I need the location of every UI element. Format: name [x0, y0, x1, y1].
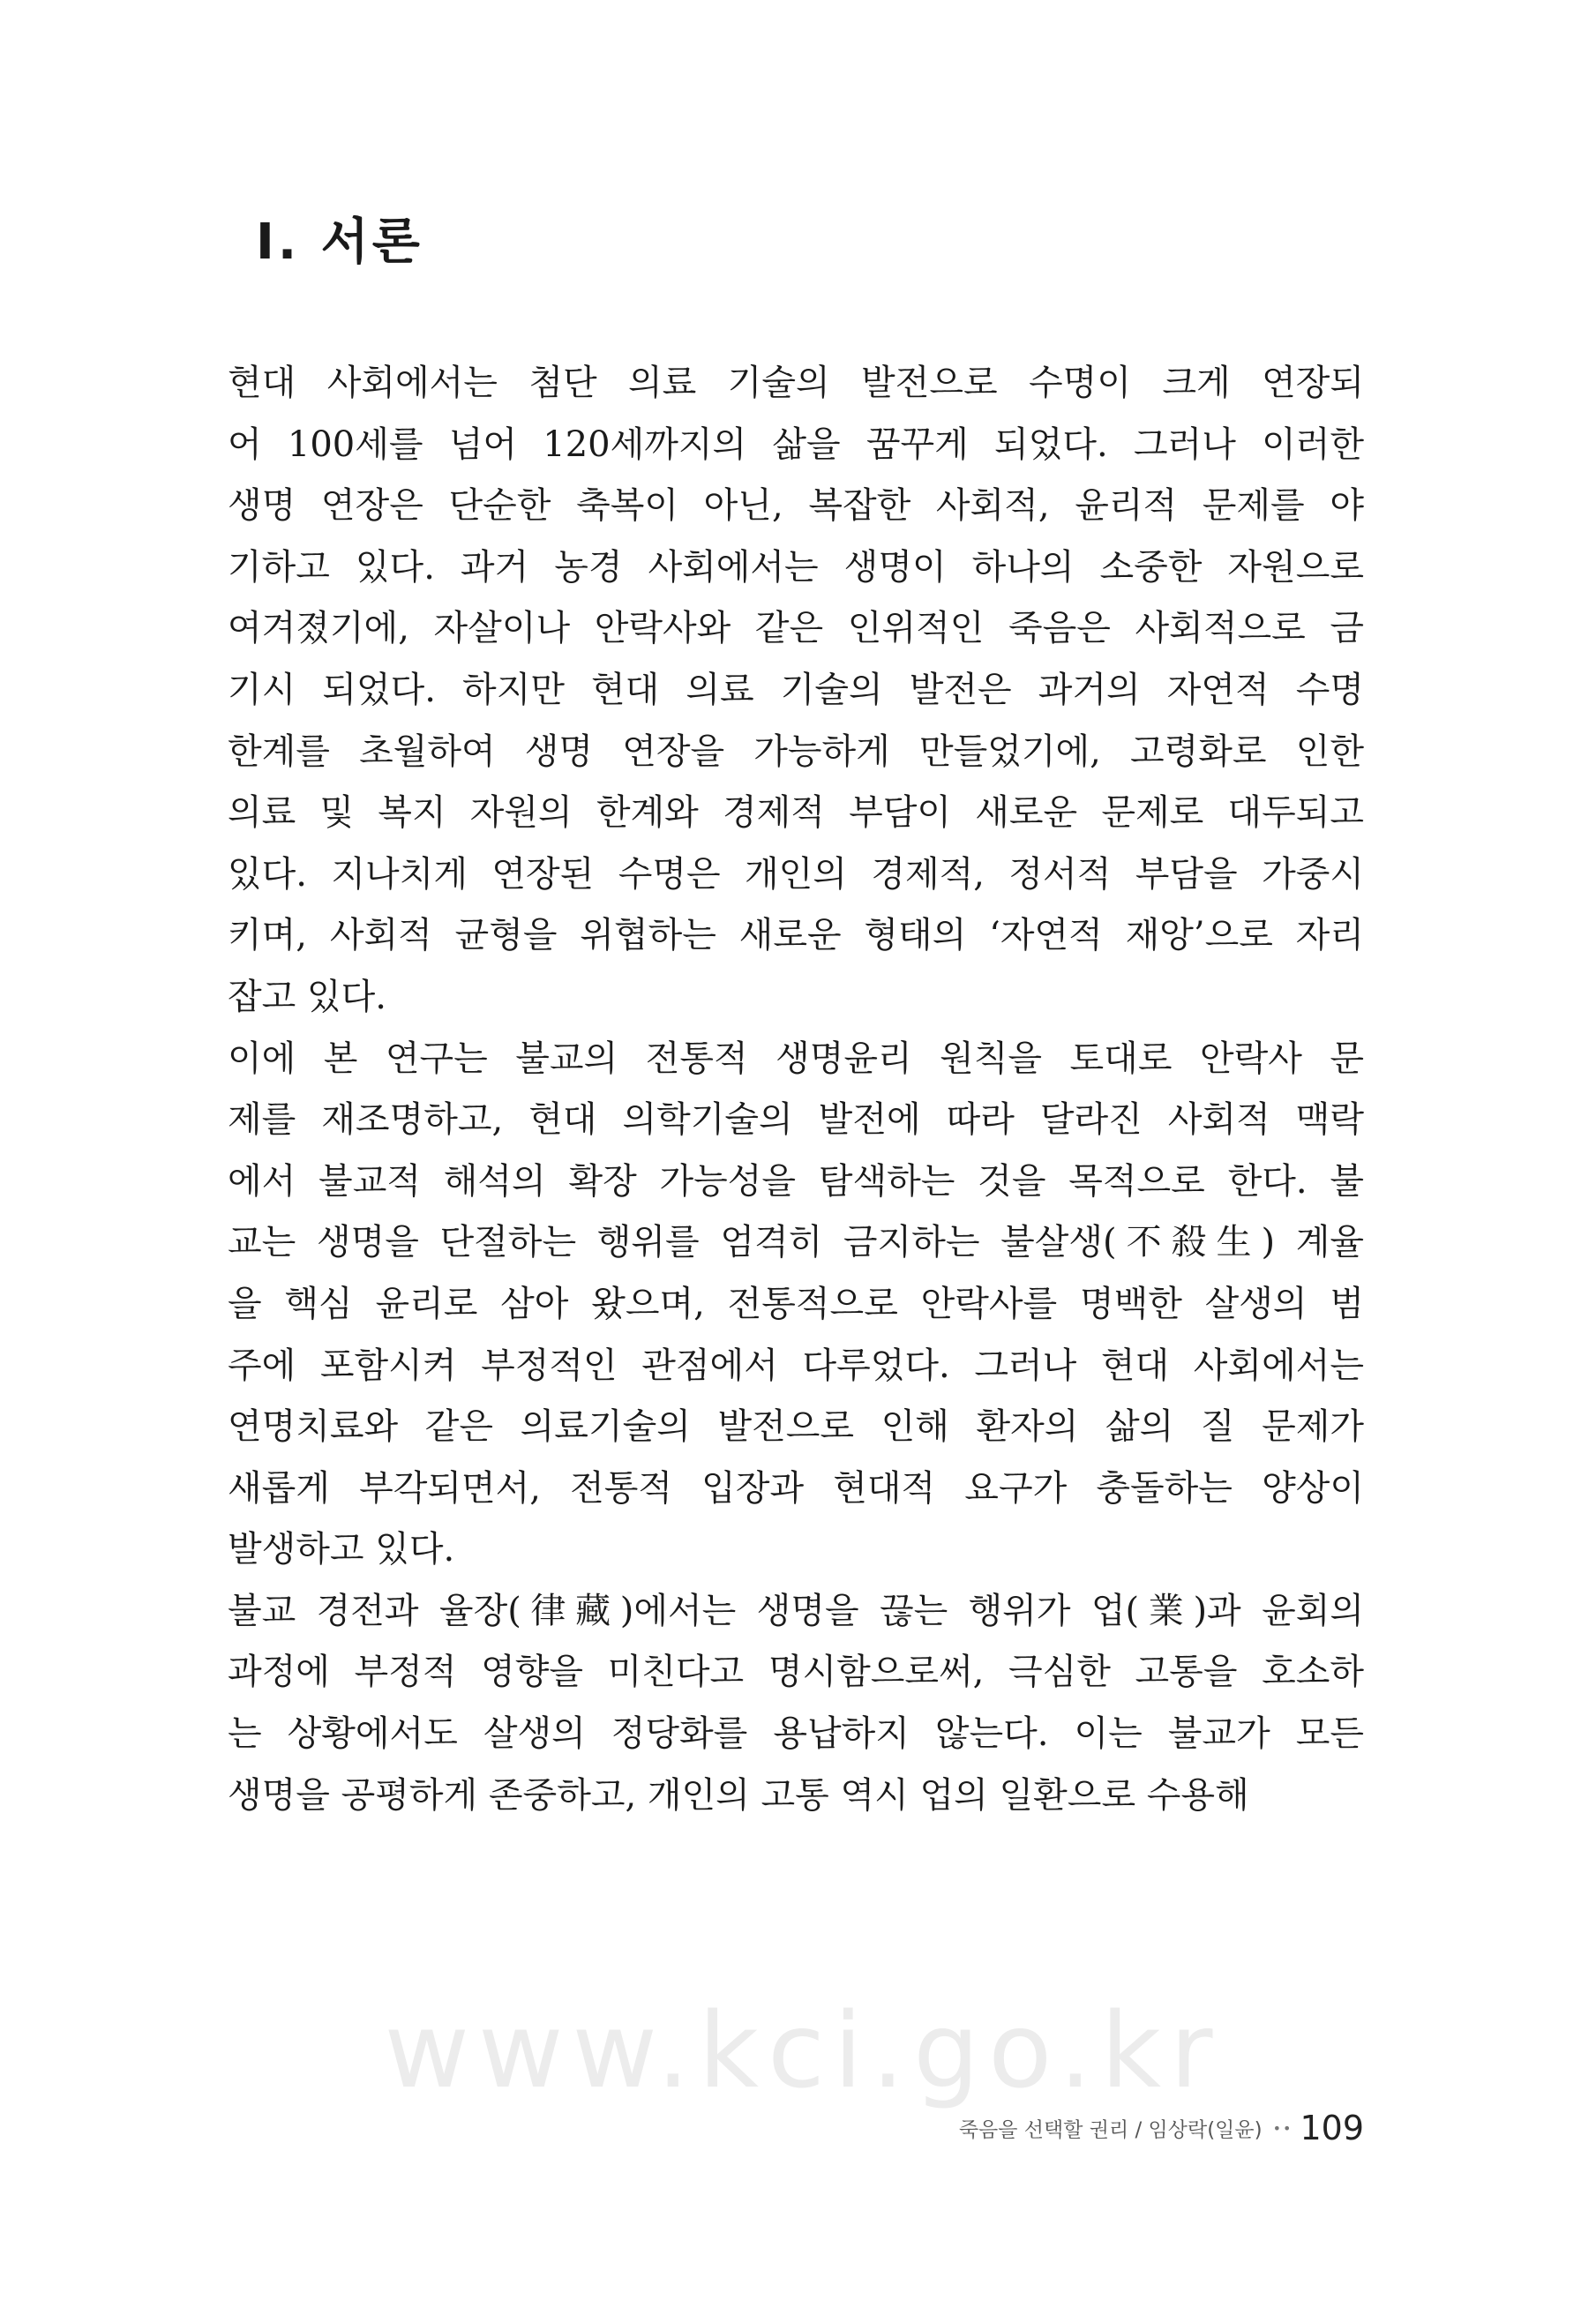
text-line: 어 100세를 넘어 120세까지의 삶을 꿈꾸게 되었다. 그러나 이러한 — [228, 423, 1364, 465]
text-line: 생명을 공평하게 존중하고, 개인의 고통 역시 업의 일환으로 수용해 — [228, 1774, 1249, 1816]
text-line: 연명치료와 같은 의료기술의 발전으로 인해 환자의 삶의 질 문제가 — [228, 1406, 1364, 1448]
text-line: 과정에 부정적 영향을 미친다고 명시함으로써, 극심한 고통을 호소하 — [228, 1652, 1364, 1693]
paragraph — [228, 353, 1364, 1029]
page-number: 109 — [1300, 2109, 1364, 2147]
text-line: 교는 생명을 단절하는 행위를 엄격히 금지하는 불살생(不殺生) 계율 — [228, 1222, 1364, 1263]
text-line: 의료 및 복지 자원의 한계와 경제적 부담이 새로운 문제로 대두되고 — [228, 792, 1364, 834]
text-line: 생명 연장은 단순한 축복이 아닌, 복잡한 사회적, 윤리적 문제를 야 — [228, 485, 1364, 527]
text-line: 기하고 있다. 과거 농경 사회에서는 생명이 하나의 소중한 자원으로 — [228, 546, 1364, 588]
text-line: 주에 포함시켜 부정적인 관점에서 다루었다. 그러나 현대 사회에서는 — [228, 1345, 1364, 1386]
text-line: 이에 본 연구는 불교의 전통적 생명윤리 원칙을 토대로 안락사 문 — [228, 1038, 1364, 1079]
text-line: 는 상황에서도 살생의 정당화를 용납하지 않는다. 이는 불교가 모든 — [228, 1713, 1364, 1755]
text-line: 여겨졌기에, 자살이나 안락사와 같은 인위적인 죽음은 사회적으로 금 — [228, 608, 1364, 649]
page-footer — [959, 2109, 1364, 2147]
text-line: 발생하고 있다. — [228, 1529, 455, 1570]
text-line: 기시 되었다. 하지만 현대 의료 기술의 발전은 과거의 자연적 수명 — [228, 669, 1364, 710]
text-line: 현대 사회에서는 첨단 의료 기술의 발전으로 수명이 크게 연장되 — [228, 363, 1364, 403]
footer-dots: •• — [1272, 2119, 1293, 2137]
watermark: www.kci.go.kr — [384, 1990, 1222, 2111]
text-line: 을 핵심 윤리로 삼아 왔으며, 전통적으로 안락사를 명백한 살생의 범 — [228, 1283, 1364, 1324]
body-text — [228, 353, 1364, 1826]
running-title: 죽음을 선택할 권리 / 임상락(일윤) — [958, 2118, 1263, 2142]
text-line: 제를 재조명하고, 현대 의학기술의 발전에 따라 달라진 사회적 맥락 — [228, 1099, 1364, 1141]
text-line: 키며, 사회적 균형을 위협하는 새로운 형태의 ‘자연적 재앙’으로 자리 — [228, 915, 1364, 956]
paragraph — [228, 1581, 1364, 1826]
text-line: 불교 경전과 율장(律藏)에서는 생명을 끊는 행위가 업(業)과 윤회의 — [228, 1590, 1364, 1631]
text-line: 에서 불교적 해석의 확장 가능성을 탐색하는 것을 목적으로 한다. 불 — [228, 1160, 1364, 1202]
text-line: 한계를 초월하여 생명 연장을 가능하게 만들었기에, 고령화로 인한 — [228, 731, 1364, 772]
paragraph — [228, 1029, 1364, 1581]
text-line: 있다. 지나치게 연장된 수명은 개인의 경제적, 정서적 부담을 가중시 — [228, 853, 1364, 895]
section-heading: Ⅰ. 서론 — [256, 214, 423, 271]
text-line: 새롭게 부각되면서, 전통적 입장과 현대적 요구가 충돌하는 양상이 — [228, 1467, 1364, 1509]
text-line: 잡고 있다. — [228, 976, 386, 1017]
